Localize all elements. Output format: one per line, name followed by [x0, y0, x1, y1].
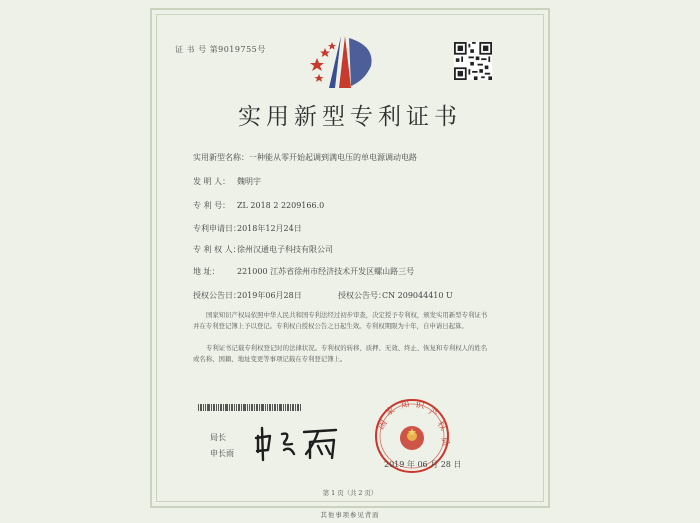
field-grant-date — [193, 290, 302, 301]
field-value: 2019年06月28日 — [237, 291, 302, 300]
certificate-number: 证 书 号 第9019755号 — [175, 45, 266, 54]
page-number: 第 1 页（共 2 页） — [322, 489, 378, 497]
certificate-title: 实用新型专利证书 — [238, 104, 462, 130]
svg-text:权: 权 — [434, 419, 449, 433]
qr-code-icon — [454, 42, 492, 80]
field-address — [193, 266, 414, 277]
field-label: 授权公告日： — [193, 291, 241, 300]
field-value: 221000 江苏省徐州市经济技术开发区螺山路三号 — [237, 267, 415, 276]
seal-date: 2019 年 06 月 28 日 — [384, 460, 462, 469]
svg-text:家: 家 — [383, 405, 398, 419]
head-title: 局长 — [210, 433, 226, 442]
field-label: 专利申请日： — [193, 224, 241, 233]
svg-text:识: 识 — [414, 400, 426, 412]
field-label: 专 利 号： — [193, 201, 231, 210]
field-label: 实用新型名称： — [193, 153, 249, 162]
patent-office-emblem-icon — [305, 32, 385, 94]
field-patent-number — [193, 200, 324, 211]
field-label: 地 址： — [193, 267, 220, 276]
field-patentee — [193, 244, 333, 255]
svg-text:局: 局 — [438, 435, 451, 448]
field-label: 专 利 权 人： — [193, 245, 241, 254]
field-value: 徐州汉通电子科技有限公司 — [237, 245, 333, 254]
certificate-body-paragraph: 国家知识产权局依照中华人民共和国专利法经过初步审查，决定授予专利权，颁发实用新型专利证书并在专利登记簿上予以登记。专利权自授权公告之日起生效。专利权期限为十年，自申请日起算。 — [193, 311, 488, 330]
field-value: 一种能从零开始起调到满电压的单电源调动电路 — [249, 153, 417, 162]
field-grant-number — [338, 290, 453, 301]
field-label: 发 明 人： — [193, 177, 231, 186]
field-value: ZL 2018 2 2209166.0 — [237, 201, 325, 210]
certificate-body-paragraph: 专利证书记载专利权登记时的法律状况。专利权的转移、质押、无效、终止、恢复和专利权人的姓名或名称、国籍、地址变更等事项记载在专利登记簿上。 — [193, 344, 488, 363]
svg-text:知: 知 — [399, 399, 411, 411]
barcode-icon — [198, 404, 302, 411]
svg-text:国: 国 — [376, 418, 390, 432]
field-label: 授权公告号： — [338, 291, 386, 300]
head-name: 申长雨 — [210, 449, 234, 458]
field-utility-model-name — [193, 152, 417, 163]
field-value: 魏明宇 — [237, 177, 261, 186]
svg-text:产: 产 — [426, 407, 440, 421]
signature-image — [252, 424, 342, 462]
field-filing-date — [193, 223, 302, 234]
field-value: CN 209044410 U — [382, 291, 453, 300]
footer-note: 其他事项参见背面 — [320, 511, 380, 519]
field-value: 2018年12月24日 — [237, 224, 302, 233]
field-inventor — [193, 176, 261, 187]
